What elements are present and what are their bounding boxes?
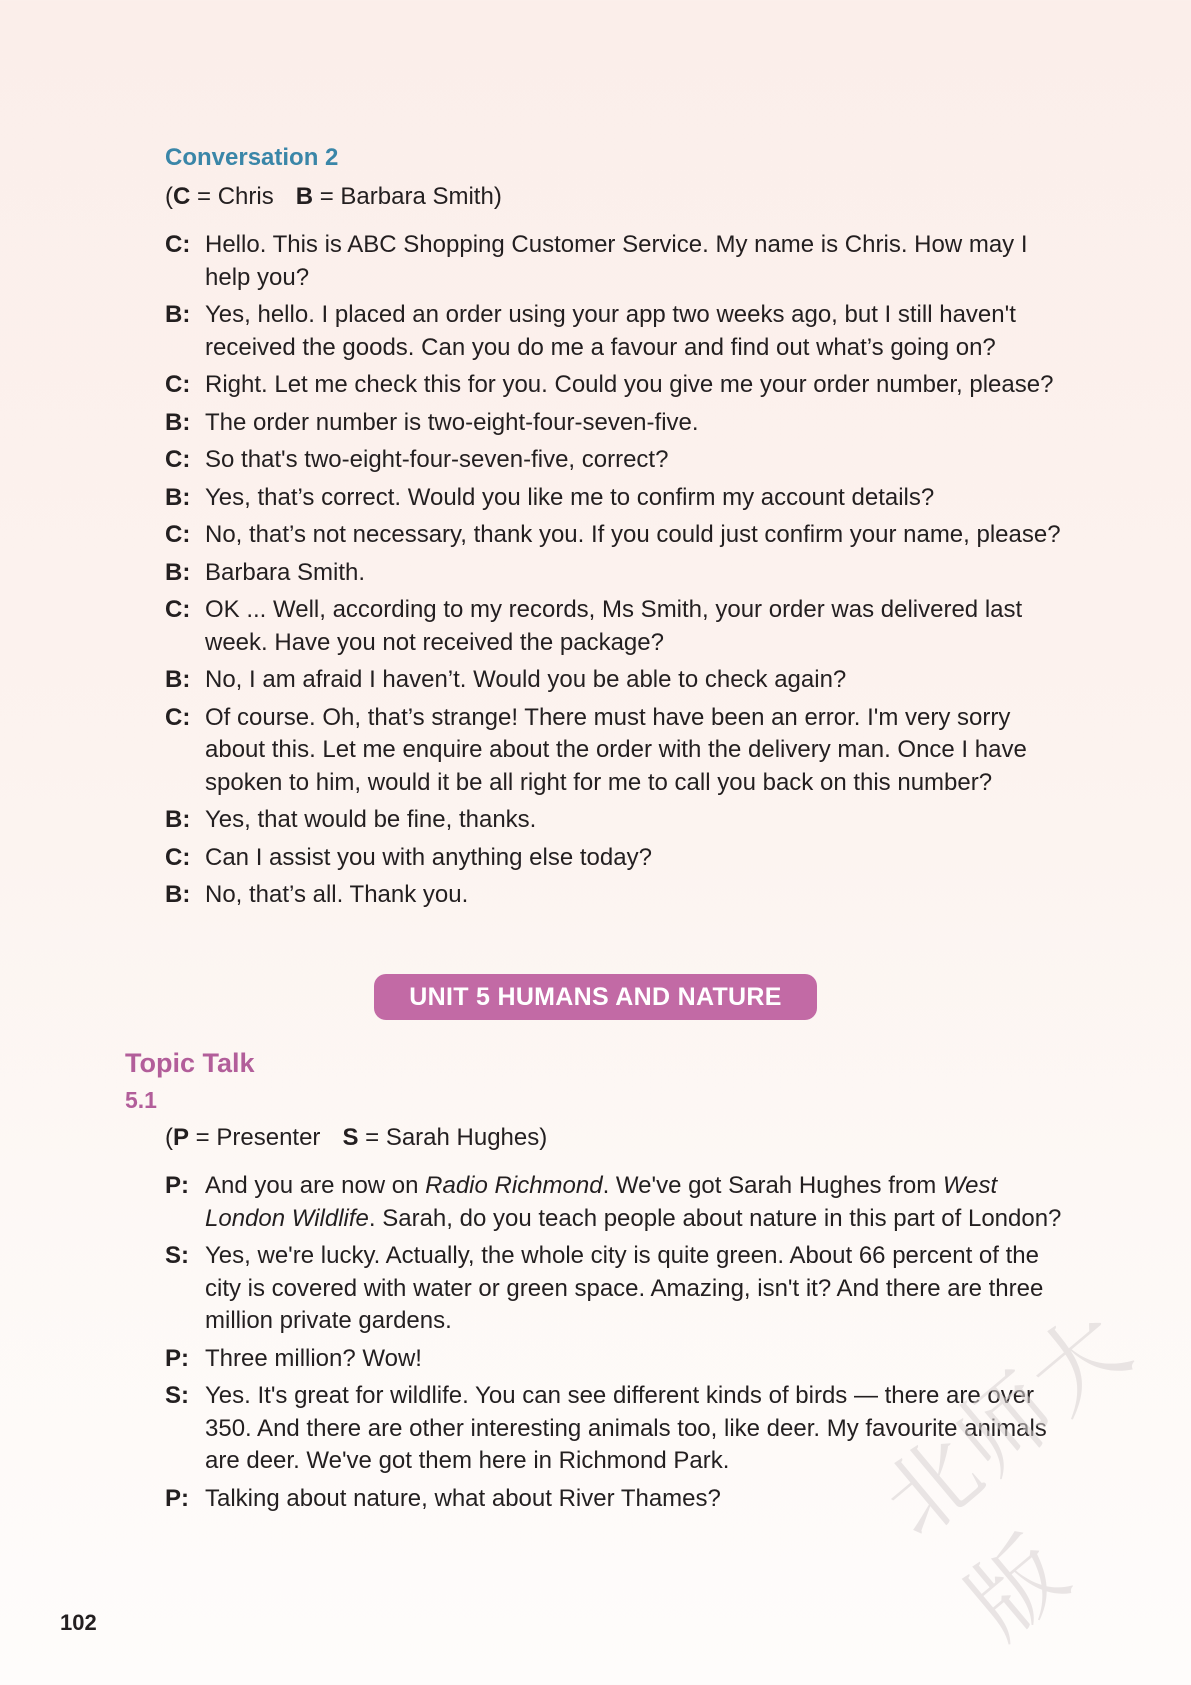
speaker-label: C: — [165, 521, 191, 548]
speaker-label: S: — [165, 1242, 189, 1269]
track-number: 5.1 — [125, 1087, 157, 1113]
dialogue-line — [165, 229, 1070, 294]
speaker-label: P: — [165, 1344, 189, 1372]
dialogue-line — [165, 482, 1070, 515]
page-number: 102 — [60, 1610, 97, 1635]
speaker-label: B: — [165, 806, 191, 833]
dialogue-line — [165, 1343, 1070, 1376]
speaker-label: P: — [165, 1172, 189, 1199]
dialogue-line — [165, 594, 1070, 659]
line-text: OK ... Well, according to my records, Ms Smith, your order was delivered last week. Have you not received the package? — [205, 596, 1023, 656]
speaker-name: Chris — [217, 183, 274, 210]
speaker-label: C: — [165, 446, 191, 473]
speaker-code: C — [173, 183, 191, 210]
speaker-label: C: — [165, 371, 191, 398]
dialogue-line — [165, 407, 1070, 440]
line-text: Yes, that would be fine, thanks. — [205, 806, 537, 833]
text-segment: . We've got Sarah Hughes from — [602, 1172, 943, 1199]
topic-talk-heading: Topic Talk — [125, 1048, 255, 1078]
speaker-name: Presenter — [216, 1124, 321, 1151]
dialogue-line — [165, 879, 1070, 912]
dialogue-line — [165, 299, 1070, 364]
speaker-label: B: — [165, 301, 191, 328]
line-text — [205, 1343, 1070, 1376]
speaker-label: P: — [165, 1484, 189, 1512]
speaker-label: S: — [165, 1382, 189, 1409]
speaker-label: B: — [165, 558, 191, 586]
dialogue-line — [165, 664, 1070, 697]
speaker-label: C: — [165, 596, 191, 623]
conversation-heading: Conversation 2 — [165, 144, 339, 171]
line-text: Of course. Oh, that’s strange! There must have been an error. I'm very sorry about this. Let me enquire about the order with the delivery man. Once I have spoken to him, would it be all right for me to call you back on this number? — [205, 703, 1027, 796]
dialogue-line — [165, 519, 1070, 552]
speaker-name: Barbara Smith — [340, 183, 494, 210]
line-text: No, that’s all. Thank you. — [205, 881, 469, 908]
dialogue-line — [165, 1170, 1070, 1235]
speaker-code: P — [173, 1124, 190, 1151]
dialogue-line — [165, 804, 1070, 837]
speaker-label: C: — [165, 703, 191, 731]
dialogue-line — [165, 557, 1070, 590]
publisher-watermark: 北师大版 — [862, 1290, 1153, 1659]
speaker-code: S — [342, 1124, 359, 1151]
line-text: Hello. This is ABC Shopping Customer Service. My name is Chris. How may I help you? — [205, 231, 1028, 291]
speaker-label: C: — [165, 231, 191, 258]
line-text: Can I assist you with anything else today? — [205, 843, 652, 871]
line-text: No, I am afraid I haven’t. Would you be able to check again? — [205, 666, 847, 693]
unit-banner: UNIT 5 HUMANS AND NATURE — [374, 974, 817, 1020]
dialogue-line — [165, 842, 1070, 875]
line-text: Right. Let me check this for you. Could you give me your order number, please? — [205, 371, 1054, 398]
dialogue-line — [165, 369, 1070, 402]
text-segment: Yes. It's great for wildlife. You can see different kinds of birds — there are over 350. And there are other interesting animals too, like deer. My favourite animals are deer. We've got them here in Richmond Park. — [205, 1382, 1047, 1474]
line-text: No, that’s not necessary, thank you. If you could just confirm your name, please? — [205, 521, 1061, 548]
speaker-label: C: — [165, 843, 191, 871]
line-text — [205, 1170, 1070, 1235]
conversation-dialogue — [165, 229, 1070, 917]
text-segment: Talking about nature, what about River Thames? — [205, 1484, 721, 1512]
speaker-key: (C = Chris B = Barbara Smith) — [165, 183, 502, 210]
speaker-key: (P = Presenter S = Sarah Hughes) — [165, 1124, 548, 1151]
speaker-code: B — [295, 183, 314, 210]
italic-title: Radio Richmond — [425, 1172, 603, 1199]
line-text: So that's two-eight-four-seven-five, correct? — [205, 446, 669, 473]
text-segment: And you are now on — [205, 1172, 426, 1199]
text-segment: Yes, we're lucky. Actually, the whole city is quite green. About 66 percent of the city is covered with water or green space. Amazing, isn't it? And there are three million private gardens. — [205, 1242, 1044, 1334]
italic-title: West London Wildlife — [205, 1172, 998, 1232]
speaker-label: B: — [165, 408, 191, 436]
line-text: Yes, that’s correct. Would you like me to confirm my account details? — [205, 483, 935, 511]
dialogue-line — [165, 702, 1070, 800]
speaker-label: B: — [165, 881, 191, 908]
dialogue-line — [165, 1240, 1070, 1338]
speaker-name: Sarah Hughes — [385, 1124, 540, 1151]
text-segment: Three million? Wow! — [205, 1344, 422, 1372]
line-text: Barbara Smith. — [205, 558, 366, 586]
speaker-label: B: — [165, 483, 191, 511]
line-text: The order number is two-eight-four-seven-five. — [205, 408, 699, 436]
line-text: Yes, hello. I placed an order using your app two weeks ago, but I still haven't received the goods. Can you do me a favour and find out what’s going on? — [205, 301, 1016, 361]
dialogue-line — [165, 444, 1070, 477]
speaker-label: B: — [165, 666, 191, 693]
text-segment: . Sarah, do you teach people about nature in this part of London? — [368, 1204, 1062, 1232]
line-text — [205, 1240, 1070, 1338]
